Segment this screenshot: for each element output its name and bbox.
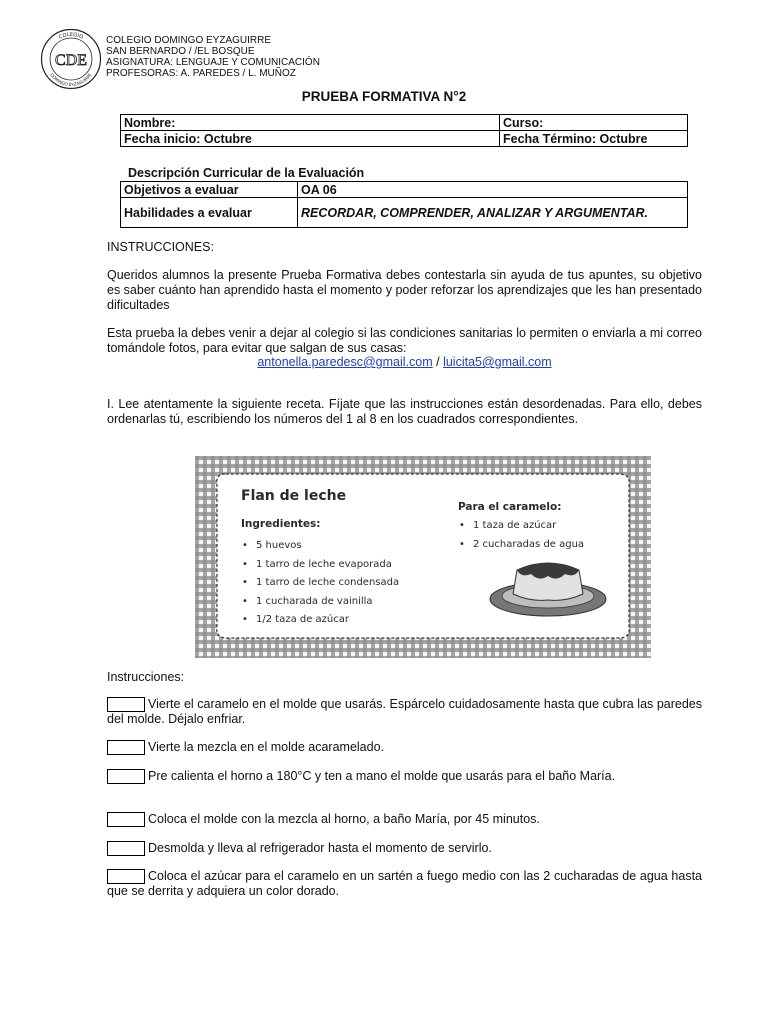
instructions-heading: INSTRUCCIONES: [107,240,214,254]
caramel-bullet: • [459,539,465,550]
step-text: Vierte la mezcla en el molde acaramelado. [148,740,385,754]
email-link-1[interactable]: antonella.paredesc@gmail.com [257,355,433,369]
subject: ASIGNATURA: LENGUAJE Y COMUNICACIÓN [106,57,320,68]
step-item [107,740,702,755]
objetivos-value: OA 06 [298,182,688,198]
ingredient-item: 1 tarro de leche evaporada [256,559,392,570]
nombre-cell[interactable]: Nombre: [121,115,500,131]
step-item [107,841,702,856]
ingredient-item: 1/2 taza de azúcar [256,614,350,625]
ingredient-bullet: • [242,596,248,607]
school-logo [40,28,102,90]
ingredient-item: 1 cucharada de vainilla [256,596,373,607]
school-name: COLEGIO DOMINGO EYZAGUIRRE [106,35,272,46]
ingredient-bullet: • [242,577,248,588]
ingredient-bullet: • [242,559,248,570]
step-order-box[interactable] [107,769,145,784]
student-info-table [120,114,688,147]
curriculum-title: Descripción Curricular de la Evaluación [128,166,365,180]
step-item [107,697,702,727]
step-text: Desmolda y lleva al refrigerador hasta el momento de servirlo. [148,841,492,855]
ingredients-title: Ingredientes: [241,518,321,530]
intro-paragraph: Queridos alumnos la presente Prueba Formativa debes contestarla sin ayuda de tus apuntes, su objetivo es saber cuánto han aprendido hasta el momento y poder reforzar los aprendizajes que les han presentado dificultades [107,268,702,312]
recipe-title: Flan de leche [241,488,347,504]
step-item [107,769,702,784]
caramel-item: 1 taza de azúcar [473,520,557,531]
page-title: PRUEBA FORMATIVA N°2 [301,89,467,104]
objetivos-label: Objetivos a evaluar [121,182,298,198]
step-item [107,812,702,827]
recipe-card [195,456,651,658]
ingredient-bullet: • [242,540,248,551]
ingredient-bullet: • [242,614,248,625]
logo-letters: CDE [55,52,87,69]
step-order-box[interactable] [107,697,145,712]
email-link-2[interactable]: luicita5@gmail.com [443,355,552,369]
email-line [107,355,702,370]
teachers: PROFESORAS: A. PAREDES / L. MUÑOZ [106,68,296,79]
curriculum-table [120,181,688,228]
curso-cell[interactable]: Curso: [500,115,688,131]
step-text: Coloca el azúcar para el caramelo en un sartén a fuego medio con las 2 cucharadas de agua hasta que se derrita y adquiera un color dorado. [107,869,702,898]
ingredient-item: 5 huevos [256,540,302,551]
step-text: Vierte el caramelo en el molde que usarás. Espárcelo cuidadosamente hasta que cubra las paredes del molde. Déjalo enfriar. [107,697,702,726]
step-order-box[interactable] [107,812,145,827]
caramel-item: 2 cucharadas de agua [473,539,585,550]
school-info [106,35,320,79]
school-location: SAN BERNARDO / /EL BOSQUE [106,46,255,57]
step-order-box[interactable] [107,740,145,755]
logo-ring-top: COLEGIO [57,31,84,41]
step-item [107,869,702,899]
steps-heading: Instrucciones: [107,670,185,684]
fecha-termino-cell: Fecha Término: Octubre [500,131,688,147]
step-text: Coloca el molde con la mezcla al horno, a baño María, por 45 minutos. [148,812,540,826]
caramel-bullet: • [459,520,465,531]
delivery-paragraph: Esta prueba la debes venir a dejar al colegio si las condiciones sanitarias lo permiten o enviarla a mi correo tomándole fotos, para evitar que salgan de sus casas: [107,326,702,355]
step-text: Pre calienta el horno a 180°C y ten a mano el molde que usarás para el baño María. [148,769,616,783]
step-order-box[interactable] [107,841,145,856]
svg-text:COLEGIO [58,32,84,41]
section-1-instructions: I. Lee atentamente la siguiente receta. Fíjate que las instrucciones están desordenadas. Para ello, debes ordenarlas tú, escribiendo los números del 1 al 8 en los cuadrados correspondientes. [107,397,702,426]
fecha-inicio-cell: Fecha inicio: Octubre [121,131,500,147]
caramel-title: Para el caramelo: [458,501,562,513]
habilidades-label: Habilidades a evaluar [121,198,298,228]
email-separator: / [432,355,444,369]
logo-ring-bottom: DOMINGO EYZAGUIRRE [49,72,93,88]
step-order-box[interactable] [107,869,145,884]
habilidades-value: RECORDAR, COMPRENDER, ANALIZAR Y ARGUMENTAR. [298,198,688,228]
ingredient-item: 1 tarro de leche condensada [256,577,400,588]
